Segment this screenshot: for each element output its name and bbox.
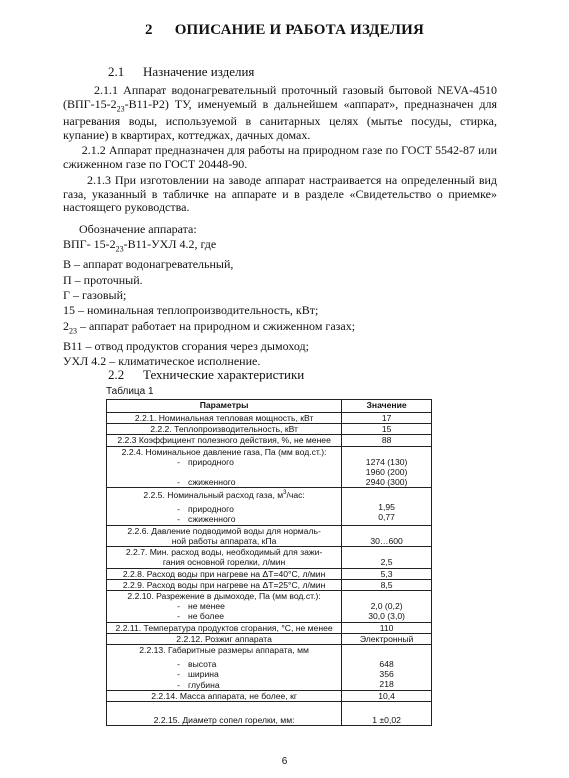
- param-cell: 2.2.9. Расход воды при нагреве на ΔТ=25°С, л/мин: [107, 579, 342, 590]
- param-text: ной работы аппарата, кПа: [171, 535, 277, 546]
- sub-label: природного: [188, 504, 234, 515]
- value-cell: [342, 547, 432, 568]
- value-line: 2940 (300): [365, 477, 408, 488]
- table-row: [107, 690, 432, 701]
- value-cell: 88: [342, 435, 432, 446]
- paragraph-text: 2.1.2 Аппарат предназначен для работы на природном газе по ГОСТ 5542-87 или сжиженном газе по ГОСТ 20448-90.: [63, 143, 497, 171]
- value-cell: [342, 590, 432, 622]
- dash: -: [177, 477, 180, 488]
- sub-label: природного: [188, 456, 234, 467]
- value-cell: 8,5: [342, 579, 432, 590]
- table-row: [107, 525, 432, 546]
- table-header-row: [107, 400, 432, 413]
- param-cell: [107, 547, 342, 568]
- code-part-rest: – аппарат работает на природном и сжиженном газах;: [77, 318, 356, 333]
- param-cell: 2.2.11. Температура продуктов сгорания, °С, не менее: [107, 622, 342, 633]
- table-row: [107, 622, 432, 633]
- table-row: [107, 446, 432, 488]
- table-row: [107, 547, 432, 568]
- paragraph-2-1-2: [63, 144, 497, 171]
- table-row: [107, 590, 432, 622]
- value-line: 2,5: [380, 557, 393, 568]
- subsection-number: 2.2: [108, 367, 125, 382]
- value-cell: 17: [342, 413, 432, 424]
- paragraph-2-1-1: [63, 84, 497, 142]
- subsection-title: Технические характеристики: [143, 367, 305, 382]
- code-subscript: 23: [69, 326, 77, 336]
- designation-23: [63, 319, 355, 339]
- dash: -: [177, 504, 180, 515]
- superscript: 3: [283, 490, 287, 497]
- param-text: 2.2.13. Габаритные размеры аппарата, мм: [139, 644, 309, 655]
- sub-label: не менее: [188, 601, 225, 612]
- subsection-heading-purpose: [108, 64, 254, 80]
- value-cell: [342, 525, 432, 546]
- designation-p: П – проточный.: [63, 272, 143, 287]
- header-param: Параметры: [107, 400, 342, 413]
- designation-ukhl: УХЛ 4.2 – климатическое исполнение.: [63, 354, 261, 369]
- param-cell: 2.2.8. Расход воды при нагреве на ΔТ=40°С, л/мин: [107, 568, 342, 579]
- sub-item: [110, 457, 338, 467]
- value-cell: Электронный: [342, 633, 432, 644]
- sub-item: [110, 601, 338, 611]
- paragraph-2-1-3: [63, 174, 497, 215]
- param-text: 2.2.5. Номинальный расход газа, м: [143, 490, 284, 501]
- param-cell: [107, 488, 342, 525]
- subsection-number: 2.1: [108, 64, 125, 79]
- value-line: 218: [379, 679, 394, 690]
- dash: -: [177, 456, 180, 467]
- code-part: ВПГ- 15-2: [63, 237, 116, 252]
- designation-v11: В11 – отвод продуктов сгорания через дымоход;: [63, 338, 309, 353]
- designation-g: Г – газовый;: [63, 288, 127, 303]
- value-line: 0,77: [378, 512, 395, 523]
- value-line: 2,0 (0,2): [370, 600, 403, 611]
- table-caption: Таблица 1: [106, 386, 154, 397]
- subsection-heading-specs: [108, 367, 304, 383]
- value-line: 1,95: [378, 502, 395, 513]
- specs-table: [106, 399, 432, 726]
- code-part-rest: -В11-УХЛ 4.2, где: [123, 237, 217, 252]
- value-cell: 10,4: [342, 690, 432, 701]
- table-row: [107, 579, 432, 590]
- sub-item: [110, 514, 338, 524]
- page-number: 6: [281, 756, 288, 767]
- value-line: 648: [379, 658, 394, 669]
- table-row: [107, 413, 432, 424]
- sub-item: [110, 611, 338, 621]
- dash: -: [177, 601, 180, 612]
- sub-label: сжиженного: [188, 514, 236, 525]
- section-title: [0, 22, 569, 39]
- designation-15: 15 – номинальная теплопроизводительность, кВт;: [63, 303, 319, 318]
- param-cell: 2.2.15. Диаметр сопел горелки, мм:: [107, 701, 342, 725]
- section-number: 2: [144, 22, 153, 38]
- table-row: [107, 488, 432, 525]
- value-line: 30…600: [370, 535, 403, 546]
- param-cell: 2.2.1. Номинальная тепловая мощность, кВт: [107, 413, 342, 424]
- value-cell: [342, 488, 432, 525]
- dash: -: [177, 669, 180, 680]
- param-text: 2.2.7. Мин. расход воды, необходимый для зажи-: [125, 547, 323, 558]
- sub-label: глубина: [188, 679, 220, 690]
- param-text-rest: /час:: [286, 490, 305, 501]
- sub-label: сжиженного: [188, 477, 236, 488]
- table-row: [107, 644, 432, 690]
- designation-block: [63, 222, 355, 369]
- value-cell: [342, 644, 432, 690]
- sub-item: [110, 680, 338, 690]
- table-row: [107, 424, 432, 435]
- sub-label: высота: [188, 659, 217, 670]
- sub-item: [110, 477, 338, 487]
- param-cell: [107, 644, 342, 690]
- section-title-text: ОПИСАНИЕ И РАБОТА ИЗДЕЛИЯ: [174, 22, 424, 38]
- value-line: 30,0 (3,0): [368, 611, 405, 622]
- code-subscript: 23: [115, 244, 124, 254]
- dash: -: [177, 611, 180, 622]
- value-cell: 5,3: [342, 568, 432, 579]
- subsection-title: Назначение изделия: [143, 64, 255, 79]
- paragraph-text: 2.1.3 При изготовлении на заводе аппарат настраивается на определенный вид газа, указанный в табличке на аппарате и в разделе «Свидетельство о приемке» настоящего руководства.: [63, 173, 498, 214]
- value-line: 356: [379, 669, 394, 680]
- sub-item: [110, 659, 338, 669]
- param-cell: 2.2.12. Розжиг аппарата: [107, 633, 342, 644]
- table-row: [107, 701, 432, 725]
- paragraph-text-rest: -В11-Р2) ТУ, именуемый в дальнейшем «аппарат», предназначен для нагревания воды, используемой в санитарных целях (мытье посуды, стирка, купание) в квартирах, коттеджах, дачных домах.: [63, 96, 497, 142]
- sub-label: не более: [188, 611, 224, 622]
- designation-b: В – аппарат водонагревательный,: [63, 257, 234, 272]
- value-cell: 110: [342, 622, 432, 633]
- param-text: 2.2.10. Разрежение в дымоходе, Па (мм вод.ст.):: [127, 590, 321, 601]
- designation-code: [63, 237, 355, 257]
- param-text: 2.2.6. Давление подводимой воды для нормаль-: [127, 525, 321, 536]
- designation-lead: Обозначение аппарата:: [79, 222, 197, 236]
- sub-item: [110, 669, 338, 679]
- param-cell: [107, 590, 342, 622]
- table-row: [107, 435, 432, 446]
- param-cell: [107, 525, 342, 546]
- value-cell: 15: [342, 424, 432, 435]
- paragraph-text: 2.1.1 Аппарат водонагревательный проточный газовый бытовой NEVA-4510 (ВПГ-15-2: [63, 83, 498, 111]
- value-cell: [342, 446, 432, 488]
- sub-item: [110, 504, 338, 514]
- code-part: 2: [63, 318, 69, 333]
- param-cell: 2.2.3 Коэффициент полезного действия, %, не менее: [107, 435, 342, 446]
- param-text: 2.2.4. Номинальное давление газа, Па (мм вод.ст.):: [121, 446, 327, 457]
- table-row: [107, 633, 432, 644]
- dash: -: [177, 679, 180, 690]
- value-line: 1960 (200): [365, 466, 408, 477]
- value-line: 1274 (130): [365, 456, 408, 467]
- param-cell: 2.2.2. Теплопроизводительность, кВт: [107, 424, 342, 435]
- param-text: гания основной горелки, л/мин: [162, 557, 286, 568]
- dash: -: [177, 659, 180, 670]
- table-row: [107, 568, 432, 579]
- param-cell: 2.2.14. Масса аппарата, не более, кг: [107, 690, 342, 701]
- header-value: Значение: [342, 400, 432, 413]
- dash: -: [177, 514, 180, 525]
- sub-label: ширина: [188, 669, 219, 680]
- subscript: 23: [116, 103, 125, 113]
- param-cell: [107, 446, 342, 488]
- value-cell: 1 ±0,02: [342, 701, 432, 725]
